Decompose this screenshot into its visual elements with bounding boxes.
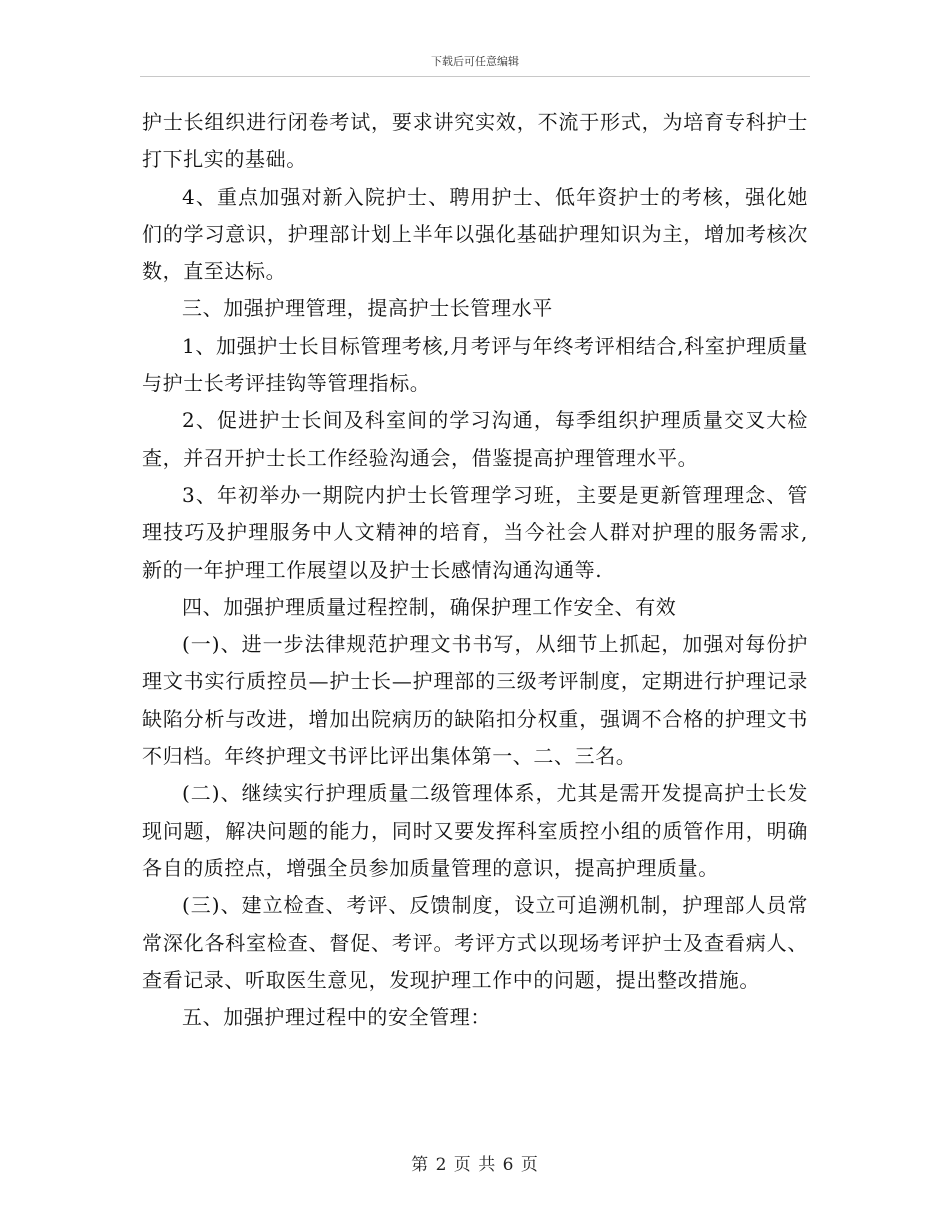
page-number: 第 2 页 共 6 页 (411, 1155, 539, 1175)
section-heading-4: 四、加强护理质量过程控制，确保护理工作安全、有效 (182, 594, 677, 619)
paragraph-4: 2、促进护士长间及科室间的学习沟通，每季组织护理质量交叉大检查，并召开护士长工作经验沟通会，借鉴提高护理管理水平。 (142, 408, 808, 470)
section-heading-3: 三、加强护理管理，提高护士长管理水平 (182, 296, 553, 321)
paragraph-5: 3、年初举办一期院内护士长管理学习班，主要是更新管理理念、管理技巧及护理服务中人文精神的培育，当今社会人群对护理的服务需求,新的一年护理工作展望以及护士长感情沟通沟通等. (142, 482, 808, 582)
page-header-note: 下载后可任意编辑 (431, 55, 519, 68)
paragraph-8: (二)、继续实行护理质量二级管理体系，尤其是需开发提高护士长发现问题，解决问题的能力，同时又要发挥科室质控小组的质管作用，明确各自的质控点，增强全员参加质量管理的意识，提高护理质量。 (142, 781, 808, 880)
paragraph-7: (一)、进一步法律规范护理文书书写，从细节上抓起，加强对每份护理文书实行质控员—护士长—护理部的三级考评制度，定期进行护理记录缺陷分析与改进，增加出院病历的缺陷扣分权重，强调不合格的护理文书不归档。年终护理文书评比评出集体第一、二、三名。 (142, 632, 808, 769)
paragraph-1: 4、重点加强对新入院护士、聘用护士、低年资护士的考核，强化她们的学习意识，护理部计划上半年以强化基础护理知识为主，增加考核次数，直至达标。 (142, 184, 808, 284)
paragraph-9: (三)、建立检查、考评、反馈制度，设立可追溯机制，护理部人员常常深化各科室检查、督促、考评。考评方式以现场考评护士及查看病人、查看记录、听取医生意见，发现护理工作中的问题，提出整改措施。 (142, 893, 808, 992)
header-divider (140, 76, 810, 77)
paragraph-3: 1、加强护士长目标管理考核,月考评与年终考评相结合,科室护理质量与护士长考评挂钩等管理指标。 (142, 333, 808, 396)
paragraph-0: 护士长组织进行闭卷考试，要求讲究实效，不流于形式，为培育专科护士打下扎实的基础。 (142, 110, 808, 172)
section-heading-5: 五、加强护理过程中的安全管理： (182, 1005, 491, 1030)
document-body (142, 104, 808, 1036)
